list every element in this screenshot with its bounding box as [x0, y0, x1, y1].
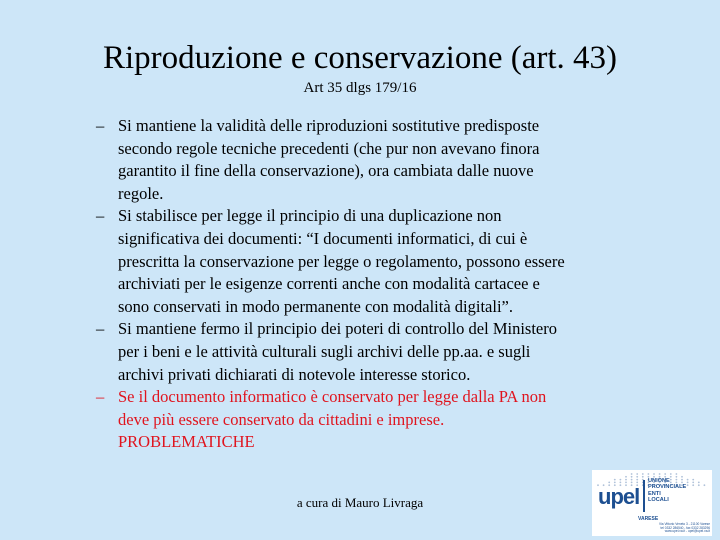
logo-org-name: [648, 478, 706, 504]
bullet-line: Si stabilisce per legge il principio di una duplicazione non: [118, 206, 502, 226]
bullet-line: archivi privati dichiarati di notevole interesse storico.: [118, 364, 471, 384]
logo-org-line: LOCALI: [648, 497, 669, 504]
bullet-line: deve più essere conservato da cittadini e imprese.: [118, 409, 445, 429]
slide-title: Riproduzione e conservazione (art. 43): [102, 40, 618, 76]
logo-word: upel: [598, 484, 640, 509]
bullet-list: [96, 115, 666, 454]
logo-org-line: PROVINCIALE: [648, 484, 687, 491]
bullet-line: secondo regole tecniche precedenti (che pur non avevano finora: [118, 138, 540, 158]
bullet-line: archiviati per le esigenze correnti anche con modalità cartacee e: [118, 274, 540, 294]
bullet-item: [96, 318, 666, 386]
bullet-dash: –: [96, 387, 105, 407]
bullet-dash: –: [96, 319, 105, 339]
logo-address-line: www.upel.va.it - upel@upel.va.it: [664, 529, 710, 534]
footer-credit: a cura di Mauro Livraga: [296, 495, 424, 510]
bullet-line: regole.: [118, 183, 164, 203]
bullet-line: per i beni e le attività culturali sugli archivi delle pp.aa. e sugli: [118, 341, 531, 361]
logo-address-line: tel 0332 286540 - fax 0332 283296: [660, 525, 710, 530]
bullet-line: Si mantiene fermo il principio dei poteri di controllo del Ministero: [118, 319, 557, 339]
bullet-line: Se il documento informatico è conservato per legge dalla PA non: [118, 387, 547, 407]
bullet-line: garantito il fine della conservazione), ora cambiata dalle nuove: [118, 161, 534, 181]
bullet-line: PROBLEMATICHE: [118, 432, 255, 452]
upel-logo: [592, 470, 712, 536]
bullet-dash: –: [96, 206, 105, 226]
bullet-item: [96, 205, 666, 318]
slide-subtitle: Art 35 dlgs 179/16: [303, 80, 417, 96]
logo-org-line: ENTI: [648, 490, 661, 497]
logo-address: [596, 523, 710, 534]
bullet-item: [96, 115, 666, 205]
bullet-line: prescritta la conservazione per legge o regolamento, possono essere: [118, 251, 565, 271]
bullet-line: sono conservati in modo permanente con modalità digitali”.: [118, 296, 513, 316]
bullet-line: significativa dei documenti: “I documenti informatici, di cui è: [118, 228, 528, 248]
logo-city: VARESE: [638, 516, 659, 522]
logo-divider: [643, 480, 645, 512]
logo-address-line: Via Vittorio Veneto 3 - 21100 Varese: [659, 522, 710, 526]
bullet-line: Si mantiene la validità delle riproduzioni sostitutive predisposte: [118, 116, 540, 135]
bullet-dash: –: [96, 116, 105, 135]
logo-org-line: UNIONE: [648, 478, 670, 484]
bullet-item: [96, 386, 666, 454]
